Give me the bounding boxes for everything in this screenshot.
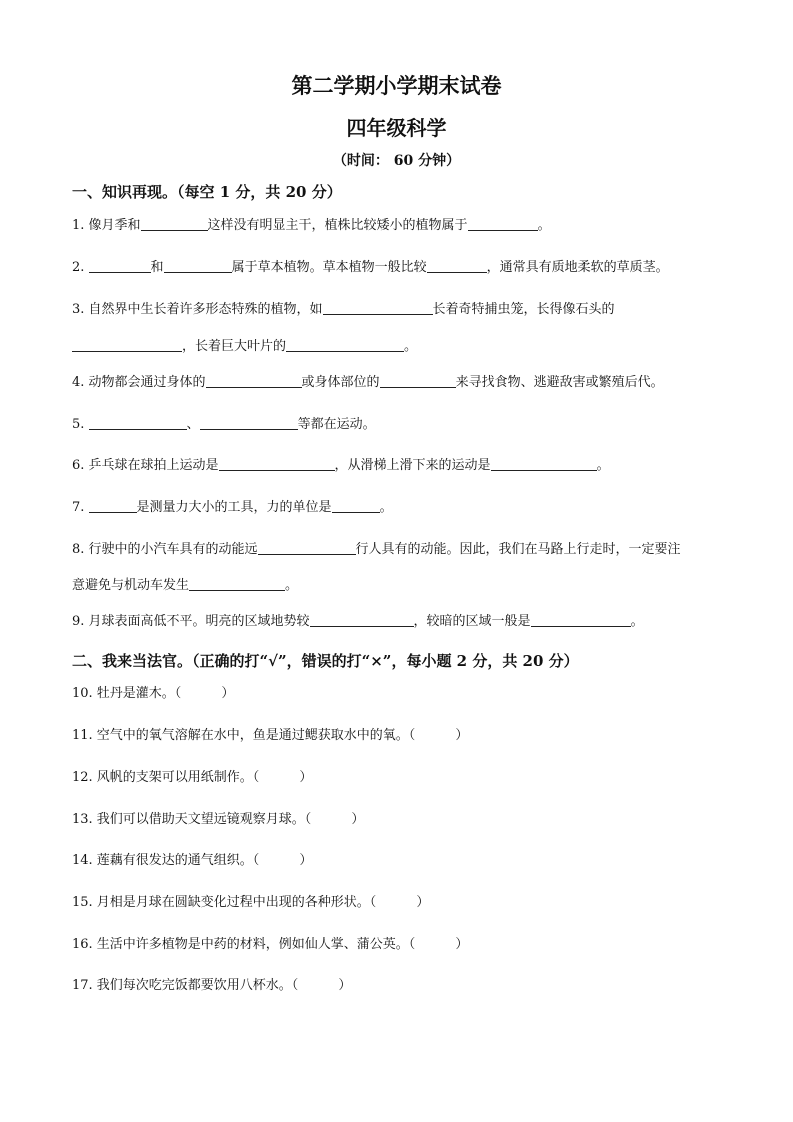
question-5: 5. 、 等都在运动。 <box>72 417 376 432</box>
blank[interactable] <box>380 374 456 388</box>
exam-title: 第二学期小学期末试卷 <box>291 73 502 98</box>
question-8-cont: 意避免与机动车发生 。 <box>72 578 299 593</box>
question-13: 13. 我们可以借助天文望远镜观察月球。（ ） <box>72 812 365 827</box>
blank[interactable] <box>286 338 404 352</box>
question-4: 4. 动物都会通过身体的 或身体部位的 来寻找食物、逃避敌害或繁殖后代。 <box>72 375 664 390</box>
blank[interactable] <box>491 457 597 471</box>
blank[interactable] <box>141 217 208 231</box>
blank[interactable] <box>189 577 285 591</box>
question-3: 3. 自然界中生长着许多形态特殊的植物，如 长着奇特捕虫笼，长得像石头的 <box>72 302 615 317</box>
exam-subtitle: 四年级科学 <box>346 116 447 140</box>
question-6: 6. 乒乓球在球拍上运动是 ，从滑梯上滑下来的运动是 。 <box>72 458 610 473</box>
blank[interactable] <box>323 301 433 315</box>
question-15: 15. 月相是月球在圆缺变化过程中出现的各种形状。（ ） <box>72 895 430 910</box>
blank[interactable] <box>89 259 151 273</box>
question-2: 2. 和 属于草本植物。草本植物一般比较 ，通常具有质地柔软的草质茎。 <box>72 260 669 275</box>
section2-heading: 二、我来当法官。（正确的打“√”，错误的打“×”，每小题 2 分，共 20 分） <box>72 652 579 670</box>
question-7: 7. 是测量力大小的工具，力的单位是 。 <box>72 500 393 515</box>
question-17: 17. 我们每次吃完饭都要饮用八杯水。（ ） <box>72 978 352 993</box>
blank[interactable] <box>427 259 487 273</box>
blank[interactable] <box>531 613 631 627</box>
question-14: 14. 莲藕有很发达的通气组织。（ ） <box>72 853 313 868</box>
blank[interactable] <box>200 416 298 430</box>
blank[interactable] <box>89 499 137 513</box>
question-8: 8. 行驶中的小汽车具有的动能远 行人具有的动能。因此，我们在马路上行走时，一定要注 <box>72 542 681 557</box>
question-11: 11. 空气中的氧气溶解在水中，鱼是通过鳃获取水中的氧。（ ） <box>72 728 469 743</box>
question-12: 12. 风帆的支架可以用纸制作。（ ） <box>72 770 313 785</box>
blank[interactable] <box>206 374 302 388</box>
exam-time: （时间： 60 分钟） <box>332 153 461 169</box>
blank[interactable] <box>258 541 356 555</box>
question-9: 9. 月球表面高低不平。明亮的区域地势较 ，较暗的区域一般是 。 <box>72 614 644 629</box>
blank[interactable] <box>468 217 538 231</box>
blank[interactable] <box>332 499 380 513</box>
blank[interactable] <box>72 338 182 352</box>
blank[interactable] <box>89 416 187 430</box>
blank[interactable] <box>164 259 232 273</box>
section1-heading: 一、知识再现。（每空 1 分，共 20 分） <box>72 183 342 201</box>
question-16: 16. 生活中许多植物是中药的材料，例如仙人掌、蒲公英。（ ） <box>72 937 469 952</box>
question-1: 1. 像月季和 这样没有明显主干，植株比较矮小的植物属于 。 <box>72 218 551 233</box>
blank[interactable] <box>310 613 414 627</box>
question-10: 10. 牡丹是灌木。（ ） <box>72 686 235 701</box>
question-3-cont: ，长着巨大叶片的 。 <box>72 338 417 356</box>
blank[interactable] <box>219 457 335 471</box>
